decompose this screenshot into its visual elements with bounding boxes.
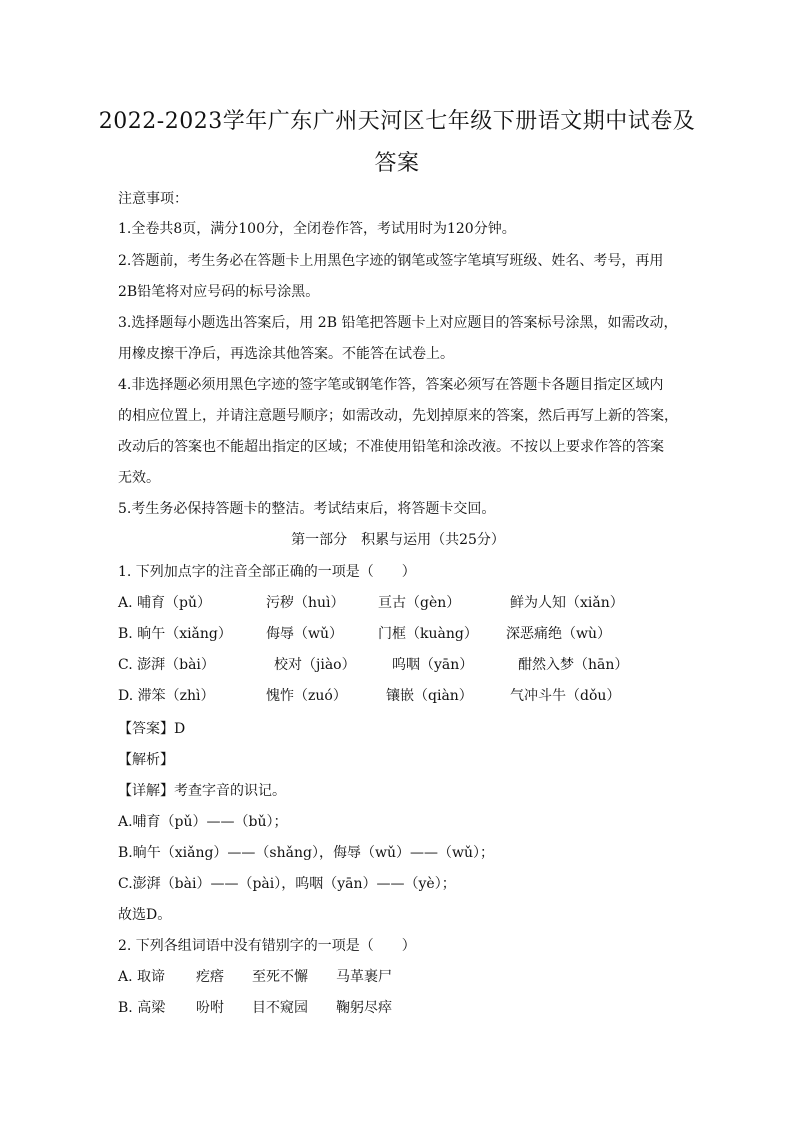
notice-heading: 注意事项： xyxy=(118,191,188,207)
notice-line-2: 2.答题前，考生务必在答题卡上用黑色字迹的钢笔或签字笔填写班级、姓名、考号，再用 xyxy=(118,253,664,269)
document-title-line1: 2022-2023学年广东广州天河区七年级下册语文期中试卷及 xyxy=(98,109,696,134)
q2-option-b-word-3: 目不窥园 xyxy=(252,1000,308,1016)
notice-line-8: 改动后的答案也不能超出指定的区域；不准使用铅笔和涂改液。不按以上要求作答的答案 xyxy=(118,439,664,455)
q1-detail: 【详解】考查字音的识记。 xyxy=(118,783,286,799)
q1-option-a-word-1: A. 哺育（pǔ） xyxy=(118,595,211,611)
q1-option-d-word-2: 愧怍（zuó） xyxy=(266,688,347,704)
q1-option-d-word-4: 气冲斗牛（dǒu） xyxy=(510,688,621,704)
q1-option-a-word-4: 鲜为人知（xiǎn） xyxy=(510,595,624,611)
notice-line-9: 无效。 xyxy=(118,470,160,486)
notice-line-10: 5.考生务必保持答题卡的整洁。考试结束后，将答题卡交回。 xyxy=(118,501,496,517)
notice-line-1: 1.全卷共8页，满分100分，全闭卷作答，考试用时为120分钟。 xyxy=(118,221,516,237)
q1-explain-a: A.哺育（pǔ）——（bǔ）； xyxy=(118,814,288,830)
q1-explain-b: B.晌午（xiǎng）——（shǎng），侮辱（wǔ）——（wǔ）； xyxy=(118,845,494,861)
q1-conclusion: 故选D。 xyxy=(118,907,172,923)
q1-option-b-word-3: 门框（kuàng） xyxy=(378,626,478,642)
notice-line-4: 3.选择题每小题选出答案后，用 2B 铅笔把答题卡上对应题目的答案标号涂黑，如需改动， xyxy=(118,315,678,331)
q1-option-a-word-3: 亘古（gèn） xyxy=(378,595,461,611)
q1-option-c-word-1: C. 澎湃（bài） xyxy=(118,657,215,673)
q2-option-b-word-1: B. 高梁 xyxy=(118,1000,166,1016)
q1-option-c-word-4: 酣然入梦（hān） xyxy=(518,657,629,673)
q1-option-b-word-1: B. 晌午（xiǎng） xyxy=(118,626,232,642)
q1-option-b-word-2: 侮辱（wǔ） xyxy=(266,626,343,642)
notice-line-5: 用橡皮擦干净后，再选涂其他答案。不能答在试卷上。 xyxy=(118,346,454,362)
q1-option-b-word-4: 深恶痛绝（wù） xyxy=(506,626,611,642)
q1-option-c-word-2: 校对（jiào） xyxy=(274,657,356,673)
q2-option-b-word-4: 鞠躬尽瘁 xyxy=(336,1000,392,1016)
notice-line-3: 2B铅笔将对应号码的标号涂黑。 xyxy=(118,284,320,300)
q1-option-d-word-1: D. 滞笨（zhì） xyxy=(118,688,215,704)
document-title-line2: 答案 xyxy=(374,151,420,176)
q2-option-a-word-4: 马革裹尸 xyxy=(336,969,392,985)
q1-stem: 1. 下列加点字的注音全部正确的一项是（ ） xyxy=(118,564,416,580)
q2-option-b-word-2: 吩咐 xyxy=(196,1000,224,1016)
q2-option-a-word-1: A. 取谛 xyxy=(118,969,166,985)
q1-analysis-label: 【解析】 xyxy=(118,752,174,768)
q2-stem: 2. 下列各组词语中没有错别字的一项是（ ） xyxy=(118,938,416,954)
q1-option-a-word-2: 污秽（huì） xyxy=(266,595,345,611)
section-title: 第一部分 积累与运用（共25分） xyxy=(291,532,505,548)
q2-option-a-word-2: 疙瘩 xyxy=(196,969,224,985)
q1-explain-c: C.澎湃（bài）——（pài），呜咽（yān）——（yè）； xyxy=(118,876,456,892)
notice-line-7: 的相应位置上，并请注意题号顺序；如需改动，先划掉原来的答案，然后再写上新的答案， xyxy=(118,408,678,424)
q1-answer: 【答案】D xyxy=(118,721,186,737)
q2-option-a-word-3: 至死不懈 xyxy=(252,969,308,985)
q1-option-c-word-3: 呜咽（yān） xyxy=(392,657,474,673)
q1-option-d-word-3: 镶嵌（qiàn） xyxy=(386,688,473,704)
notice-line-6: 4.非选择题必须用黑色字迹的签字笔或钢笔作答，答案必须写在答题卡各题目指定区域内 xyxy=(118,377,664,393)
